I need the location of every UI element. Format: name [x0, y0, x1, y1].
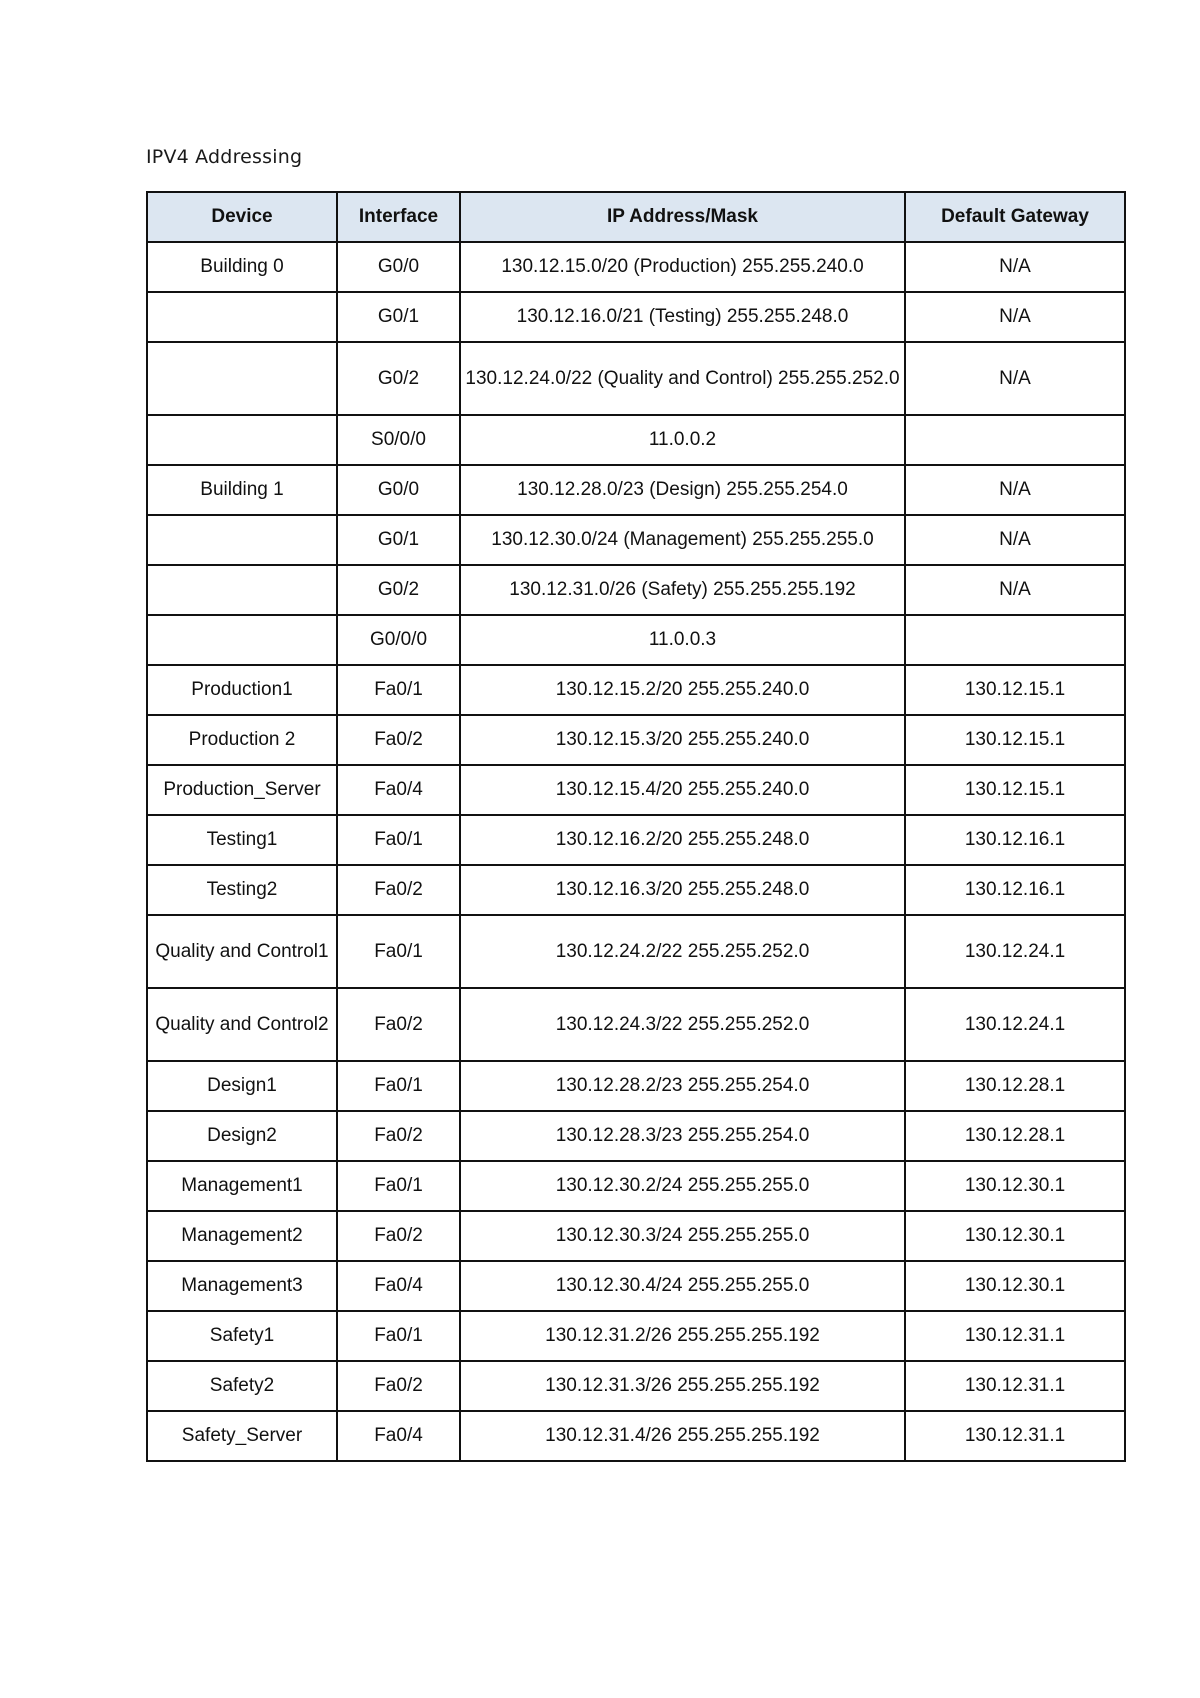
- table-row: [147, 1361, 1125, 1411]
- table-row: [147, 665, 1125, 715]
- cell-interface: G0/0/0: [337, 615, 460, 665]
- table-row: [147, 415, 1125, 465]
- cell-default-gateway: N/A: [905, 342, 1125, 415]
- cell-interface: G0/2: [337, 342, 460, 415]
- table-row: [147, 242, 1125, 292]
- cell-interface: G0/1: [337, 292, 460, 342]
- cell-device: Building 0: [147, 242, 337, 292]
- cell-ip-address-mask: 130.12.15.3/20 255.255.240.0: [460, 715, 905, 765]
- cell-device: Design2: [147, 1111, 337, 1161]
- cell-device: [147, 615, 337, 665]
- cell-device: [147, 342, 337, 415]
- table-row: [147, 915, 1125, 988]
- cell-interface: G0/0: [337, 465, 460, 515]
- header-device: Device: [147, 192, 337, 242]
- cell-interface: Fa0/1: [337, 1311, 460, 1361]
- cell-device: [147, 292, 337, 342]
- cell-default-gateway: 130.12.24.1: [905, 988, 1125, 1061]
- cell-ip-address-mask: 130.12.30.0/24 (Management) 255.255.255.0: [460, 515, 905, 565]
- cell-default-gateway: 130.12.15.1: [905, 665, 1125, 715]
- cell-default-gateway: 130.12.30.1: [905, 1161, 1125, 1211]
- cell-device: [147, 515, 337, 565]
- cell-default-gateway: 130.12.16.1: [905, 815, 1125, 865]
- cell-ip-address-mask: 130.12.28.3/23 255.255.254.0: [460, 1111, 905, 1161]
- cell-ip-address-mask: 130.12.15.2/20 255.255.240.0: [460, 665, 905, 715]
- cell-interface: G0/2: [337, 565, 460, 615]
- cell-ip-address-mask: 130.12.15.4/20 255.255.240.0: [460, 765, 905, 815]
- cell-default-gateway: N/A: [905, 565, 1125, 615]
- cell-interface: Fa0/1: [337, 815, 460, 865]
- cell-device: Safety1: [147, 1311, 337, 1361]
- cell-interface: Fa0/1: [337, 1061, 460, 1111]
- cell-ip-address-mask: 130.12.16.2/20 255.255.248.0: [460, 815, 905, 865]
- table-row: [147, 1261, 1125, 1311]
- cell-device: Production 2: [147, 715, 337, 765]
- table-header-row: [147, 192, 1125, 242]
- cell-interface: Fa0/4: [337, 1261, 460, 1311]
- table-row: [147, 1411, 1125, 1461]
- page-heading: IPV4 Addressing: [146, 146, 303, 168]
- cell-device: Testing2: [147, 865, 337, 915]
- cell-default-gateway: 130.12.15.1: [905, 765, 1125, 815]
- cell-interface: Fa0/2: [337, 1111, 460, 1161]
- cell-device: Building 1: [147, 465, 337, 515]
- table-row: [147, 1061, 1125, 1111]
- table-row: [147, 865, 1125, 915]
- table-row: [147, 1211, 1125, 1261]
- cell-interface: G0/1: [337, 515, 460, 565]
- cell-default-gateway: [905, 415, 1125, 465]
- table-row: [147, 815, 1125, 865]
- cell-device: Management3: [147, 1261, 337, 1311]
- cell-ip-address-mask: 130.12.28.0/23 (Design) 255.255.254.0: [460, 465, 905, 515]
- cell-interface: Fa0/1: [337, 665, 460, 715]
- cell-device: Management2: [147, 1211, 337, 1261]
- cell-default-gateway: N/A: [905, 242, 1125, 292]
- table-row: [147, 342, 1125, 415]
- cell-default-gateway: 130.12.30.1: [905, 1211, 1125, 1261]
- cell-default-gateway: 130.12.31.1: [905, 1361, 1125, 1411]
- cell-device: Management1: [147, 1161, 337, 1211]
- table-row: [147, 1311, 1125, 1361]
- cell-default-gateway: 130.12.31.1: [905, 1311, 1125, 1361]
- cell-device: Design1: [147, 1061, 337, 1111]
- cell-ip-address-mask: 11.0.0.3: [460, 615, 905, 665]
- cell-default-gateway: 130.12.31.1: [905, 1411, 1125, 1461]
- cell-default-gateway: N/A: [905, 465, 1125, 515]
- cell-interface: S0/0/0: [337, 415, 460, 465]
- cell-device: [147, 415, 337, 465]
- cell-ip-address-mask: 130.12.30.2/24 255.255.255.0: [460, 1161, 905, 1211]
- cell-ip-address-mask: 130.12.31.0/26 (Safety) 255.255.255.192: [460, 565, 905, 615]
- table-row: [147, 765, 1125, 815]
- cell-interface: G0/0: [337, 242, 460, 292]
- cell-interface: Fa0/4: [337, 765, 460, 815]
- cell-device: Testing1: [147, 815, 337, 865]
- cell-default-gateway: 130.12.16.1: [905, 865, 1125, 915]
- table-row: [147, 988, 1125, 1061]
- cell-device: Quality and Control1: [147, 915, 337, 988]
- cell-default-gateway: 130.12.15.1: [905, 715, 1125, 765]
- table-row: [147, 1161, 1125, 1211]
- table-row: [147, 515, 1125, 565]
- cell-default-gateway: [905, 615, 1125, 665]
- cell-interface: Fa0/2: [337, 988, 460, 1061]
- cell-ip-address-mask: 130.12.24.3/22 255.255.252.0: [460, 988, 905, 1061]
- cell-default-gateway: 130.12.28.1: [905, 1111, 1125, 1161]
- cell-default-gateway: 130.12.30.1: [905, 1261, 1125, 1311]
- cell-device: Safety2: [147, 1361, 337, 1411]
- cell-ip-address-mask: 130.12.15.0/20 (Production) 255.255.240.0: [460, 242, 905, 292]
- table-row: [147, 565, 1125, 615]
- cell-interface: Fa0/2: [337, 1211, 460, 1261]
- cell-ip-address-mask: 130.12.31.3/26 255.255.255.192: [460, 1361, 905, 1411]
- cell-interface: Fa0/2: [337, 715, 460, 765]
- header-default-gateway: Default Gateway: [905, 192, 1125, 242]
- cell-ip-address-mask: 130.12.30.3/24 255.255.255.0: [460, 1211, 905, 1261]
- cell-ip-address-mask: 130.12.16.3/20 255.255.248.0: [460, 865, 905, 915]
- cell-ip-address-mask: 11.0.0.2: [460, 415, 905, 465]
- header-ip-address-mask: IP Address/Mask: [460, 192, 905, 242]
- ipv4-addressing-table: [146, 191, 1126, 1462]
- cell-device: Quality and Control2: [147, 988, 337, 1061]
- cell-default-gateway: N/A: [905, 292, 1125, 342]
- cell-ip-address-mask: 130.12.30.4/24 255.255.255.0: [460, 1261, 905, 1311]
- cell-device: Safety_Server: [147, 1411, 337, 1461]
- cell-device: Production_Server: [147, 765, 337, 815]
- cell-default-gateway: 130.12.24.1: [905, 915, 1125, 988]
- header-interface: Interface: [337, 192, 460, 242]
- cell-default-gateway: N/A: [905, 515, 1125, 565]
- cell-interface: Fa0/1: [337, 1161, 460, 1211]
- table-row: [147, 715, 1125, 765]
- table-row: [147, 1111, 1125, 1161]
- table-body: [147, 242, 1125, 1461]
- table-row: [147, 465, 1125, 515]
- cell-ip-address-mask: 130.12.31.2/26 255.255.255.192: [460, 1311, 905, 1361]
- cell-device: [147, 565, 337, 615]
- cell-interface: Fa0/2: [337, 1361, 460, 1411]
- cell-interface: Fa0/2: [337, 865, 460, 915]
- cell-default-gateway: 130.12.28.1: [905, 1061, 1125, 1111]
- table-row: [147, 615, 1125, 665]
- cell-ip-address-mask: 130.12.31.4/26 255.255.255.192: [460, 1411, 905, 1461]
- table-row: [147, 292, 1125, 342]
- cell-interface: Fa0/4: [337, 1411, 460, 1461]
- cell-interface: Fa0/1: [337, 915, 460, 988]
- cell-ip-address-mask: 130.12.28.2/23 255.255.254.0: [460, 1061, 905, 1111]
- cell-ip-address-mask: 130.12.24.2/22 255.255.252.0: [460, 915, 905, 988]
- cell-ip-address-mask: 130.12.16.0/21 (Testing) 255.255.248.0: [460, 292, 905, 342]
- cell-ip-address-mask: 130.12.24.0/22 (Quality and Control) 255.255.252.0: [460, 342, 905, 415]
- cell-device: Production1: [147, 665, 337, 715]
